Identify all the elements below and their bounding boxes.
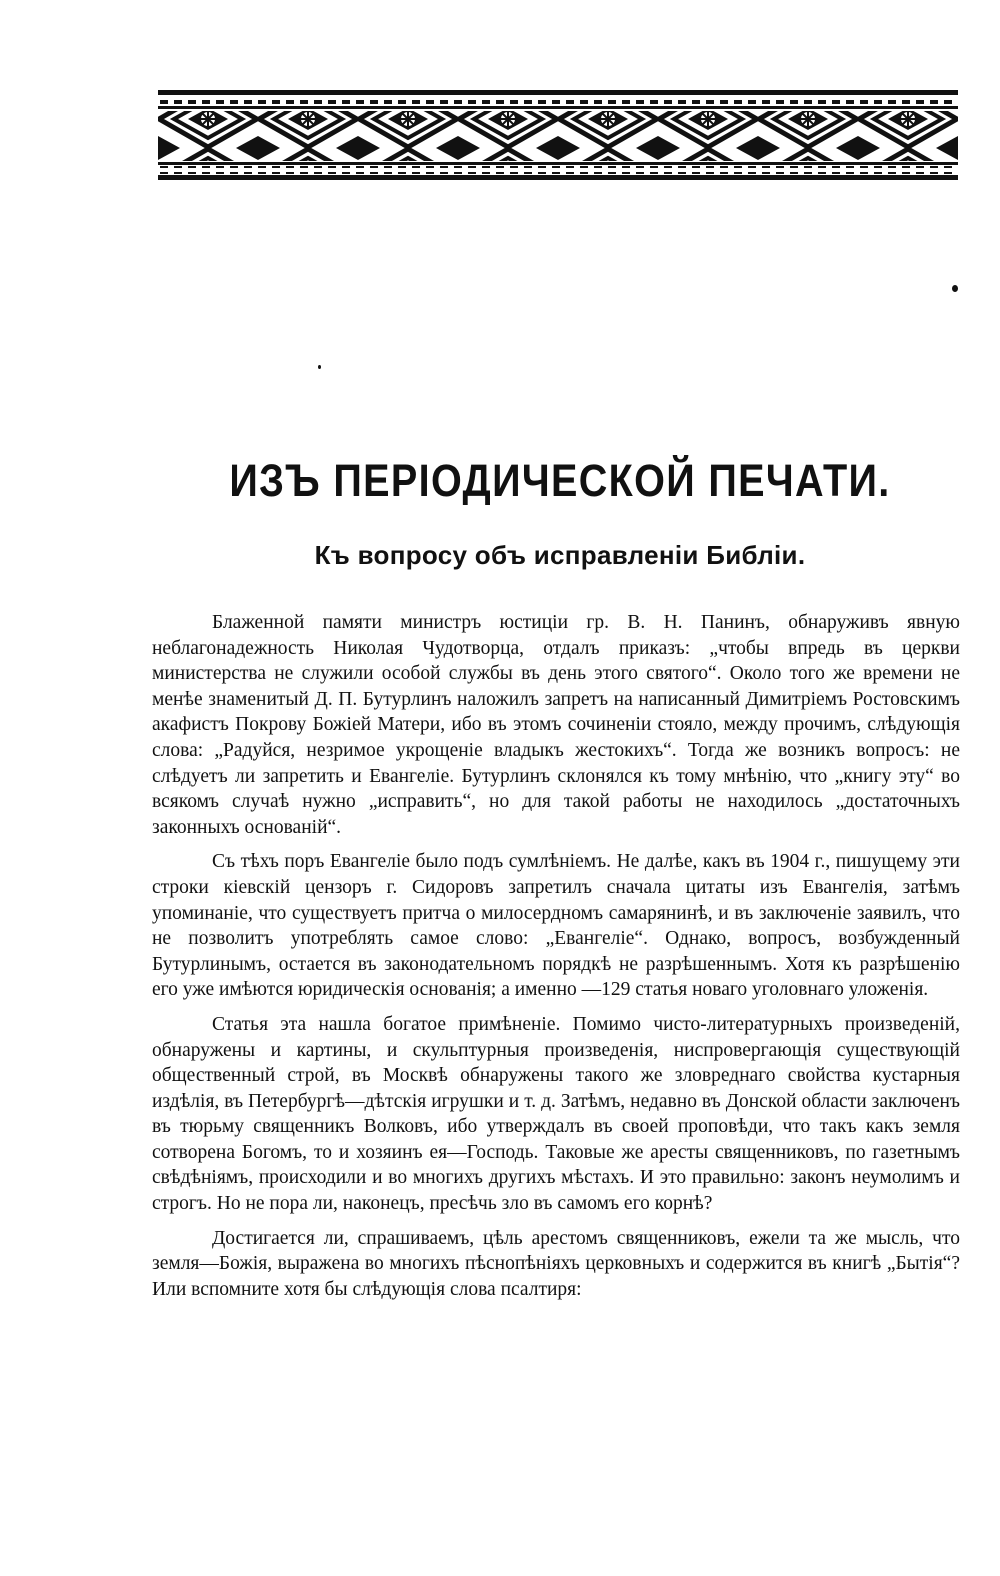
article-body (152, 610, 960, 1302)
paragraph: Статья эта нашла богатое примѣненіе. Помимо чисто-литературныхъ произведеній, обнаружены и картины, и скульптурныя произведенія, ниспровергающія существующій общественный строй, въ Москвѣ обнаружены такого же зловреднаго свойства кустарныя издѣлія, въ Петербургѣ—дѣтскія игрушки и т. д. Затѣмъ, недавно въ Донской области заключенъ въ тюрьму священникъ Волковъ, ибо утверждалъ въ своей проповѣди, что такъ какъ земля сотворена Богомъ, то и хозяинъ ея—Господь. Таковые же аресты священниковъ, по газетнымъ свѣдѣніямъ, происходили и во многихъ другихъ мѣстахъ. И это правильно: законъ неумолимъ и строгъ. Но не пора ли, наконецъ, пресѣчь зло въ самомъ его корнѣ? (152, 1013, 960, 1215)
article-subtitle: Къ вопросу объ исправленіи Библіи. (314, 540, 806, 570)
paragraph: Достигается ли, спрашиваемъ, цѣль арестомъ священниковъ, ежели та же мысль, что земля—Божія, выражена во многихъ пѣснопѣніяхъ церковныхъ и содержится въ книгѣ „Бытія“? Или вспомните хотя бы слѣдующія слова псалтиря: (152, 1227, 960, 1300)
ink-speck (318, 365, 321, 369)
ink-speck (952, 285, 958, 292)
paragraph: Съ тѣхъ поръ Евангеліе было подъ сумлѣніемъ. Не далѣе, какъ въ 1904 г., пишущему эти строки кіевскій цензоръ г. Сидоровъ запретилъ сначала цитаты изъ Евангелія, затѣмъ упоминаніе, что существуетъ притча о милосердномъ самарянинѣ, и въ заключеніе заявилъ, что не позволитъ употреблять самое слово: „Евангеліе“. Однако, вопросъ, возбужденный Бутурлинымъ, остается въ законодательномъ порядкѣ не разрѣшеннымъ. Хотя къ разрѣшенію его уже имѣются юридическія основанія; а именно —129 статья новаго уголовнаго уложенія. (152, 851, 960, 1001)
paragraph: Блаженной памяти министръ юстиціи гр. В. Н. Панинъ, обнаруживъ явную неблагонадежность Николая Чудотворца, отдалъ приказъ: „чтобы впредь въ церкви министерства не служили особой службы въ день этого святого“. Около того же времени не менѣе знаменитый Д. П. Бутурлинъ наложилъ запретъ на написанный Димитріемъ Ростовскимъ акафистъ Покрову Божіей Матери, ибо въ этомъ сочиненіи стояло, между прочимъ, слѣдующія слова: „Радуйся, незримое укрощеніе владыкъ жестокихъ“. Тогда же возникъ вопросъ: не слѣдуетъ ли запретить и Евангеліе. Бутурлинъ склонялся къ тому мнѣнію, что „книгу эту“ во всякомъ случаѣ нужно „исправить“, но для такой работы не находилось „достаточныхъ законныхъ основаній“. (152, 612, 960, 838)
ornamental-header-band (158, 90, 958, 180)
article-section-title: ИЗЪ ПЕРІОДИЧЕСКОЙ ПЕЧАТИ. (229, 455, 891, 506)
